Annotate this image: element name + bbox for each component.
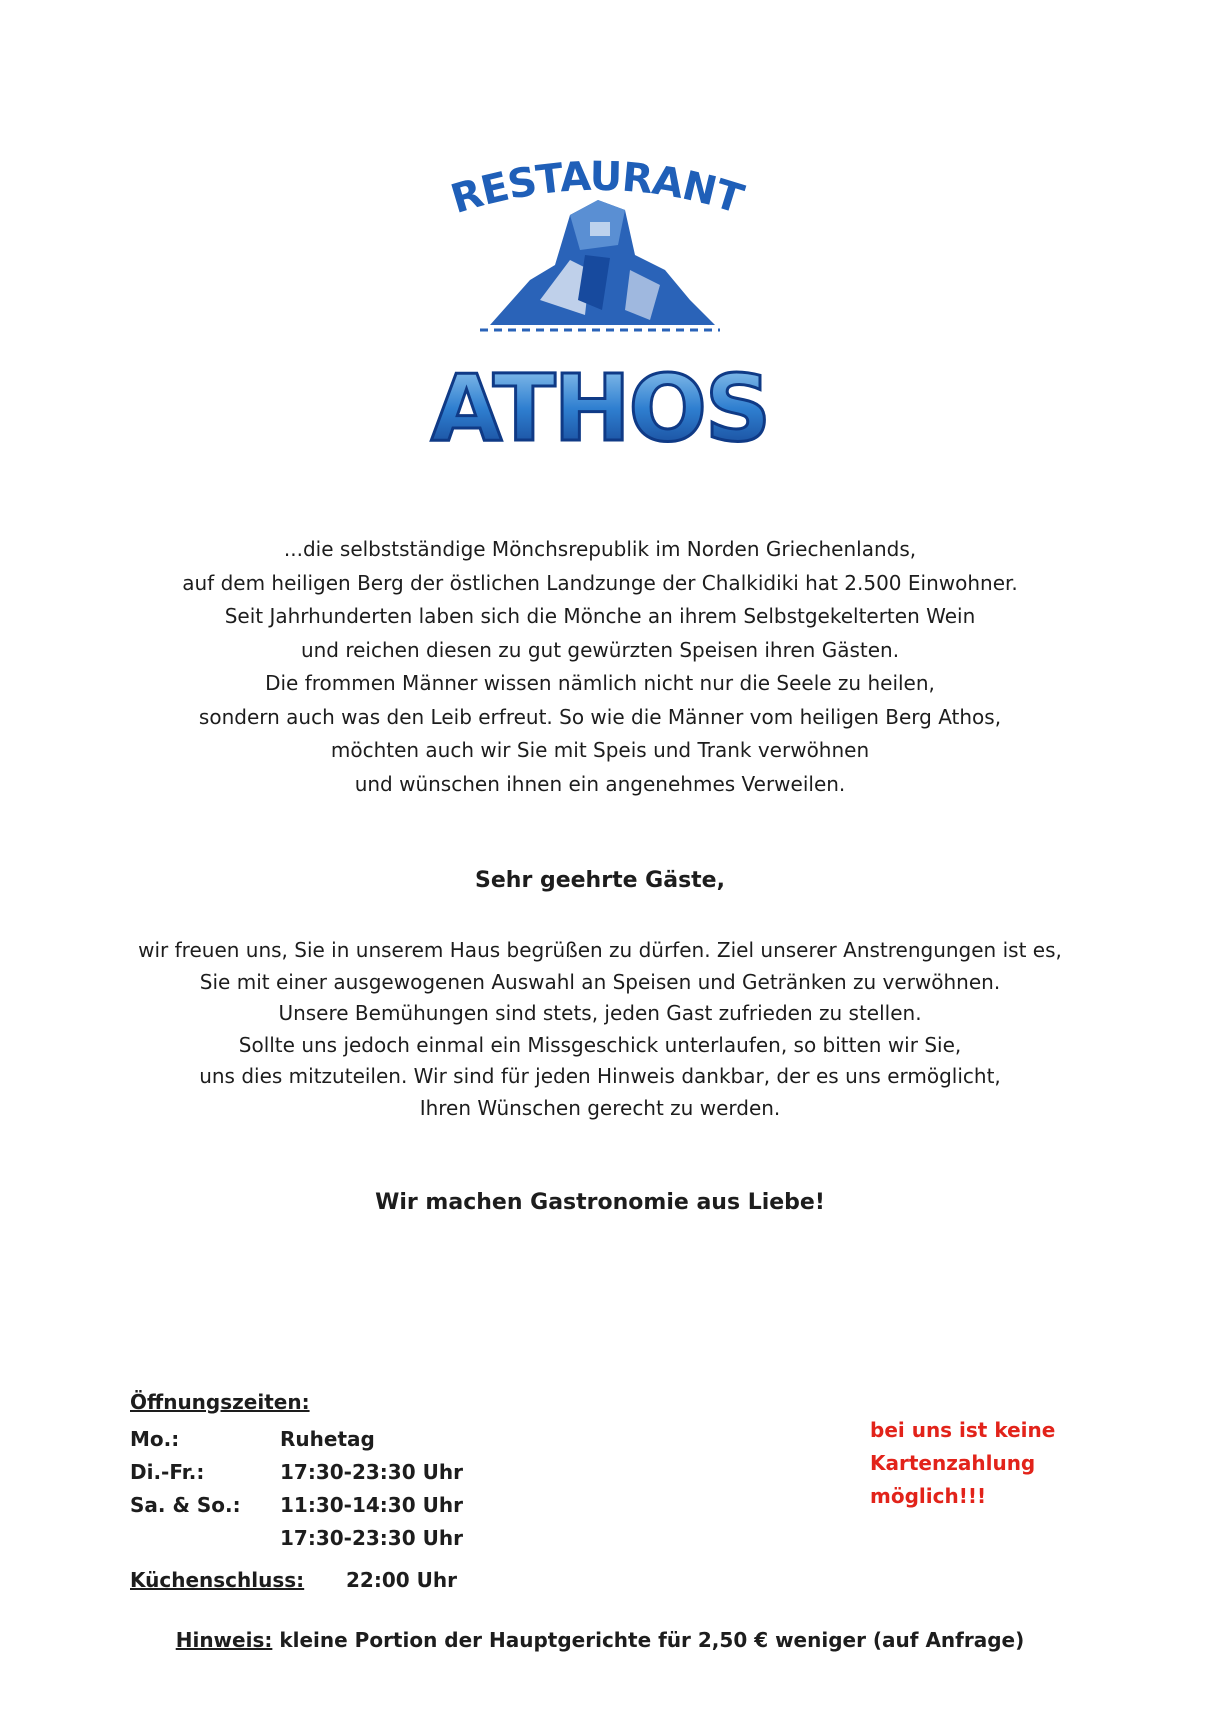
- welcome-line: Ihren Wünschen gerecht zu werden.: [419, 1095, 781, 1120]
- no-card-payment-note: [870, 1414, 1055, 1513]
- hours-time: Ruhetag: [280, 1426, 375, 1451]
- hours-time: 11:30-14:30 Uhr: [280, 1492, 463, 1517]
- restaurant-logo: [420, 150, 780, 480]
- welcome-line: wir freuen uns, Sie in unserem Haus begrüßen zu dürfen. Ziel unserer Anstrengungen ist es,: [138, 938, 1062, 962]
- intro-line: sondern auch was den Leib erfreut. So wie die Männer vom heiligen Berg Athos,: [198, 704, 1002, 729]
- salutation-heading: Sehr geehrte Gäste,: [475, 868, 725, 893]
- card-note-line: Kartenzahlung: [870, 1451, 1036, 1475]
- welcome-line: uns dies mitzuteilen. Wir sind für jeden Hinweis dankbar, der es uns ermöglicht,: [199, 1064, 1001, 1088]
- hours-day: Mo.:: [130, 1426, 180, 1451]
- card-note-line: bei uns ist keine: [870, 1418, 1056, 1442]
- hint-label: Hinweis:: [175, 1628, 273, 1652]
- intro-paragraph: [100, 533, 1100, 801]
- intro-line: und reichen diesen zu gut gewürzten Speisen ihren Gästen.: [300, 637, 900, 662]
- opening-hours-title: Öffnungszeiten:: [130, 1390, 310, 1414]
- intro-line: ...die selbstständige Mönchsrepublik im Norden Griechenlands,: [283, 537, 917, 561]
- hours-row: [130, 1488, 463, 1521]
- kitchen-closing-time: 22:00 Uhr: [346, 1568, 457, 1592]
- portion-hint: [100, 1628, 1100, 1652]
- hours-time: 17:30-23:30 Uhr: [280, 1459, 463, 1484]
- hours-row: [130, 1521, 463, 1554]
- card-note-line: möglich!!!: [870, 1484, 987, 1508]
- hours-row: [130, 1455, 463, 1488]
- kitchen-closing: [130, 1568, 457, 1592]
- intro-line: Seit Jahrhunderten laben sich die Mönche an ihrem Selbstgekelterten Wein: [224, 604, 976, 628]
- motto-heading: Wir machen Gastronomie aus Liebe!: [375, 1190, 825, 1215]
- logo-top-text: RESTAURANT: [445, 153, 748, 223]
- intro-line: Die frommen Männer wissen nämlich nicht nur die Seele zu heilen,: [265, 671, 935, 695]
- hours-time: 17:30-23:30 Uhr: [280, 1525, 463, 1550]
- hours-day: Sa. & So.:: [130, 1492, 241, 1517]
- welcome-line: Sie mit einer ausgewogenen Auswahl an Speisen und Getränken zu verwöhnen.: [199, 969, 1001, 994]
- intro-line: und wünschen ihnen ein angenehmes Verweilen.: [354, 771, 846, 796]
- welcome-line: Unsere Bemühungen sind stets, jeden Gast zufrieden zu stellen.: [278, 1001, 922, 1025]
- intro-line: möchten auch wir Sie mit Speis und Trank verwöhnen: [330, 738, 870, 762]
- welcome-paragraph: [80, 935, 1120, 1124]
- opening-hours: [130, 1390, 463, 1554]
- hours-row: [130, 1422, 463, 1455]
- hint-text: kleine Portion der Hauptgerichte für 2,50 € weniger (auf Anfrage): [272, 1628, 1025, 1652]
- intro-line: auf dem heiligen Berg der östlichen Landzunge der Chalkidiki hat 2.500 Einwohner.: [182, 570, 1018, 595]
- mountain-monastery-icon: [480, 200, 720, 330]
- welcome-line: Sollte uns jedoch einmal ein Missgeschick unterlaufen, so bitten wir Sie,: [238, 1032, 962, 1057]
- logo-bottom-text: ATHOS: [430, 355, 770, 462]
- kitchen-closing-label: Küchenschluss:: [130, 1568, 305, 1592]
- hours-day: Di.-Fr.:: [130, 1459, 205, 1484]
